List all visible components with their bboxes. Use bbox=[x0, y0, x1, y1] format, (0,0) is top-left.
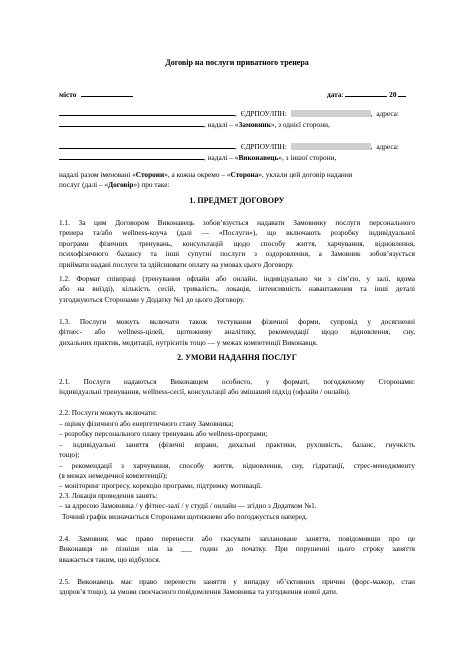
document-title: Договір на послуги приватного тренера bbox=[165, 58, 309, 67]
executor-edrpou-label: ЄДРПОУ/ІПН: bbox=[240, 142, 287, 151]
executor-edrpou-field[interactable] bbox=[291, 143, 371, 150]
customer-name-field[interactable] bbox=[59, 108, 235, 116]
s2-p3-line: 2.3. Локація проведення занять: bbox=[59, 491, 158, 500]
s2-p5-line: 2.5. Виконавець має право перенести заняття у випадку об’єктивних причин (форс-мажор, стан bbox=[59, 577, 415, 586]
s2-p2-items-line: – розробку персонального плану тренувань або wellness-програми; bbox=[59, 429, 268, 439]
executor-role: Виконавець bbox=[238, 153, 279, 162]
intro-2a: послуг (далі – « bbox=[59, 180, 109, 189]
s1-p1-line: програми фізичних тренувань, консультацій щодо способу життя, харчування, відновлення, bbox=[59, 238, 415, 248]
executor-suffix-b: », з іншої сторони, bbox=[278, 153, 337, 162]
s2-p3-line: Точний графік визначається Сторонами щотижнево або погоджується наперед. bbox=[62, 511, 308, 521]
s1-p3-line: фітнес- або wellness-цілей, щотижневу аналітику, рекомендації щодо відновлення, сну, bbox=[59, 327, 415, 337]
customer-address-field[interactable] bbox=[59, 119, 204, 127]
section-2-title: 2. УМОВИ НАДАННЯ ПОСЛУГ bbox=[177, 353, 297, 362]
s2-p2-items-line: – рекомендації з харчування, способу життя, відновлення, сну, гідратації, стрес-менеджменту bbox=[59, 460, 415, 470]
s2-p5-line: здоров’я тощо), за умови своєчасного повідомлення Замовника та узгодження нової дати. bbox=[59, 587, 338, 597]
s1-p3-line: 1.3. Послуги можуть включати також тестування фізичної форми, супровід у досягненні bbox=[59, 317, 415, 326]
intro-1c: », уклали цей договір надання bbox=[258, 170, 353, 179]
s1-p1-line: приймати надані послуги та здійснювати оплату на умовах цього Договору. bbox=[59, 259, 294, 269]
intro-contract: Договір bbox=[108, 180, 134, 189]
intro-2b: ») про таке: bbox=[133, 180, 170, 189]
s1-p3-line: дихальних практик, медитації, нутрієнтів тощо — у межах компетенції Виконавця. bbox=[59, 337, 318, 347]
intro-1b: », а кожна окремо – « bbox=[164, 170, 231, 179]
customer-edrpou-label: ЄДРПОУ/ІПН: bbox=[240, 109, 287, 118]
customer-suffix-a: надалі – « bbox=[207, 120, 239, 129]
s2-p1-line: індивідуальні тренування, wellness-сесії, консультації або змішаний підхід (офлайн / онлайн). bbox=[59, 387, 351, 397]
s2-p2-items-line: – моніторинг прогресу, корекцію програми, підтримку мотивації. bbox=[59, 481, 263, 491]
s1-p1-line: тренера та/або wellness-коуча (далі — «Послуги»), що включають розробку індивідуальної bbox=[59, 228, 415, 238]
s1-p2-line: 1.2. Формат співпраці (тренування офлайн або онлайн, індивідуально чи з сім’єю, у залі, вдома bbox=[59, 274, 415, 283]
customer-address-label: адреса: bbox=[376, 109, 399, 118]
executor-line-1: , ЄДРПОУ/ІПН: , адреса: bbox=[59, 141, 399, 151]
s2-p1-line: 2.1. Послуги надаються Виконавцем особисто, у форматі, погодженому Сторонами: bbox=[59, 377, 415, 386]
executor-address-field[interactable] bbox=[59, 152, 204, 160]
executor-name-field[interactable] bbox=[59, 141, 235, 149]
date-label: дата bbox=[327, 90, 342, 99]
date-line: дата: 20 bbox=[327, 89, 406, 99]
s1-p2-line: або на виїзді), кількість сесій, тривалість, локація, інтенсивність навантаження та інші деталі bbox=[59, 284, 415, 294]
s2-p2-items-line: тощо); bbox=[59, 450, 80, 460]
city-line bbox=[59, 89, 133, 99]
date-year: 20 bbox=[389, 90, 397, 99]
s2-p2-items-line: (в межах немедичної компетенції); bbox=[59, 471, 168, 480]
paragraph-2-2-head: 2.2. Послуги можуть включати: bbox=[59, 408, 157, 417]
executor-line-2: , надалі – «Виконавець», з іншої сторони, bbox=[59, 152, 336, 162]
customer-edrpou-field[interactable] bbox=[291, 110, 371, 117]
customer-line-2: , надалі – «Замовник», з однієї сторони, bbox=[59, 119, 330, 129]
s2-p3-line: – за адресою Замовника / у фітнес-залі / у студії / онлайн — згідно з Додатком №1. bbox=[59, 501, 317, 511]
city-label: місто bbox=[59, 90, 77, 99]
s1-p1-line: 1.1. За цим Договором Виконавець зобов’язується надавати Замовнику послуги персонального bbox=[59, 218, 415, 227]
executor-suffix-a: надалі – « bbox=[207, 153, 239, 162]
date-field[interactable] bbox=[345, 89, 387, 97]
executor-address-label: адреса: bbox=[376, 142, 399, 151]
intro-sides: Сторони bbox=[135, 170, 165, 179]
s2-p2-items-line: – індивідуальні заняття (фізичні вправи, дихальні практики, рухливість, баланс, гнучкість bbox=[59, 439, 415, 449]
s1-p1-line: психофізичного балансу та інші супутні послуги з оздоровлення, а Замовник зобов’язується bbox=[59, 249, 415, 259]
intro-line-1 bbox=[59, 170, 352, 179]
s2-p2-items-line: – оцінку фізичного або енергетичного стану Замовника; bbox=[59, 419, 234, 428]
intro-line-2 bbox=[59, 180, 170, 189]
city-field[interactable] bbox=[81, 89, 133, 97]
customer-suffix-b: », з однієї сторони, bbox=[270, 120, 330, 129]
customer-role: Замовник bbox=[238, 120, 271, 129]
s2-p4-line: 2.4. Замовник має право перенести або скасувати заплановане заняття, повідомивши про це bbox=[59, 534, 415, 543]
s2-p4-line: Виконавця не пізніше ніж за ___ годин до початку. При порушенні цього строку заняття bbox=[59, 544, 415, 554]
section-1-title: 1. ПРЕДМЕТ ДОГОВОРУ bbox=[189, 196, 285, 205]
s2-p4-line: вважається таким, що відбулося. bbox=[59, 554, 161, 564]
s1-p2-line: узгоджуються Сторонами у Додатку №1 до цього Договору. bbox=[59, 294, 245, 304]
intro-1a: надалі разом іменовані « bbox=[59, 170, 136, 179]
intro-side: Сторона bbox=[230, 170, 259, 179]
customer-line-1: , ЄДРПОУ/ІПН: , адреса: bbox=[59, 108, 399, 118]
year-field[interactable] bbox=[398, 89, 406, 97]
